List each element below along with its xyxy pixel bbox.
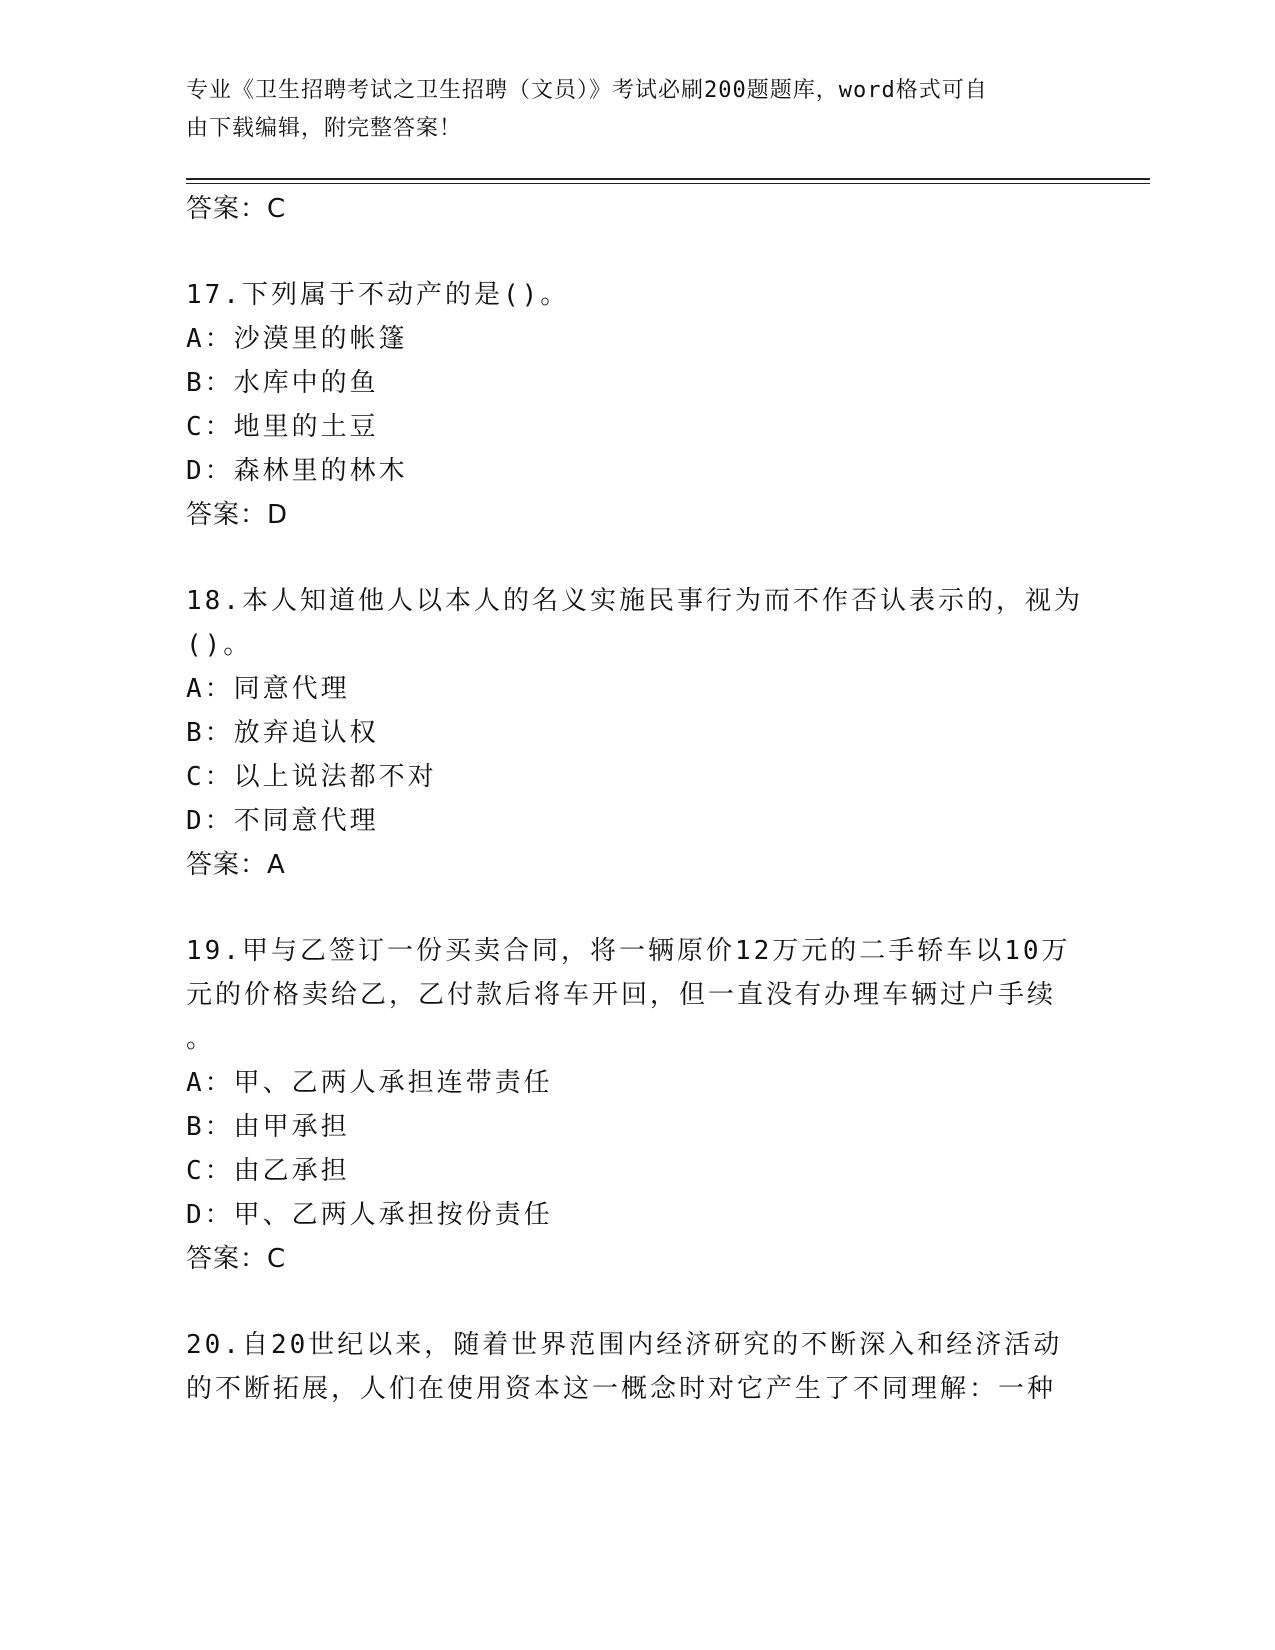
question-19-option-b: B：由甲承担 (186, 1112, 350, 1142)
question-19-stem-line-2: 元的价格卖给乙，乙付款后将车开回，但一直没有办理车辆过户手续 (186, 980, 1057, 1010)
question-19-option-a: A：甲、乙两人承担连带责任 (186, 1068, 553, 1098)
question-17-option-d: D：森林里的林木 (186, 456, 408, 486)
question-17-answer: 答案：D (186, 500, 289, 530)
question-19-stem-line-3: 。 (186, 1024, 216, 1054)
question-18-option-a: A：同意代理 (186, 674, 350, 704)
question-18-stem-line-2: ()。 (186, 630, 253, 660)
question-19-stem-line-1: 19.甲与乙签订一份买卖合同，将一辆原价12万元的二手轿车以10万 (186, 936, 1071, 966)
answer-previous: 答案：C (186, 194, 287, 224)
question-18-option-c: C：以上说法都不对 (186, 762, 437, 792)
header-rule-thick (186, 178, 1150, 180)
question-18-option-b: B：放弃追认权 (186, 718, 379, 748)
question-18-stem-line-1: 18.本人知道他人以本人的名义实施民事行为而不作否认表示的，视为 (186, 586, 1083, 616)
header-line-1: 专业《卫生招聘考试之卫生招聘（文员）》考试必刷200题题库，word格式可自 (186, 78, 988, 103)
question-17-stem: 17.下列属于不动产的是()。 (186, 280, 570, 310)
question-18-option-d: D：不同意代理 (186, 806, 379, 836)
question-17-option-c: C：地里的土豆 (186, 412, 379, 442)
question-20-stem-line-1: 20.自20世纪以来，随着世界范围内经济研究的不断深入和经济活动 (186, 1330, 1063, 1360)
header-rule-thin (186, 183, 1150, 184)
document-header (186, 72, 1066, 148)
question-17-option-a: A：沙漠里的帐篷 (186, 324, 408, 354)
question-19-answer: 答案：C (186, 1244, 287, 1274)
header-line-2: 由下载编辑，附完整答案！ (186, 116, 463, 141)
question-18-answer: 答案：A (186, 850, 286, 880)
question-17-option-b: B：水库中的鱼 (186, 368, 379, 398)
question-20-stem-line-2: 的不断拓展，人们在使用资本这一概念时对它产生了不同理解：一种 (186, 1374, 1057, 1404)
question-19-option-d: D：甲、乙两人承担按份责任 (186, 1200, 553, 1230)
question-19-option-c: C：由乙承担 (186, 1156, 350, 1186)
